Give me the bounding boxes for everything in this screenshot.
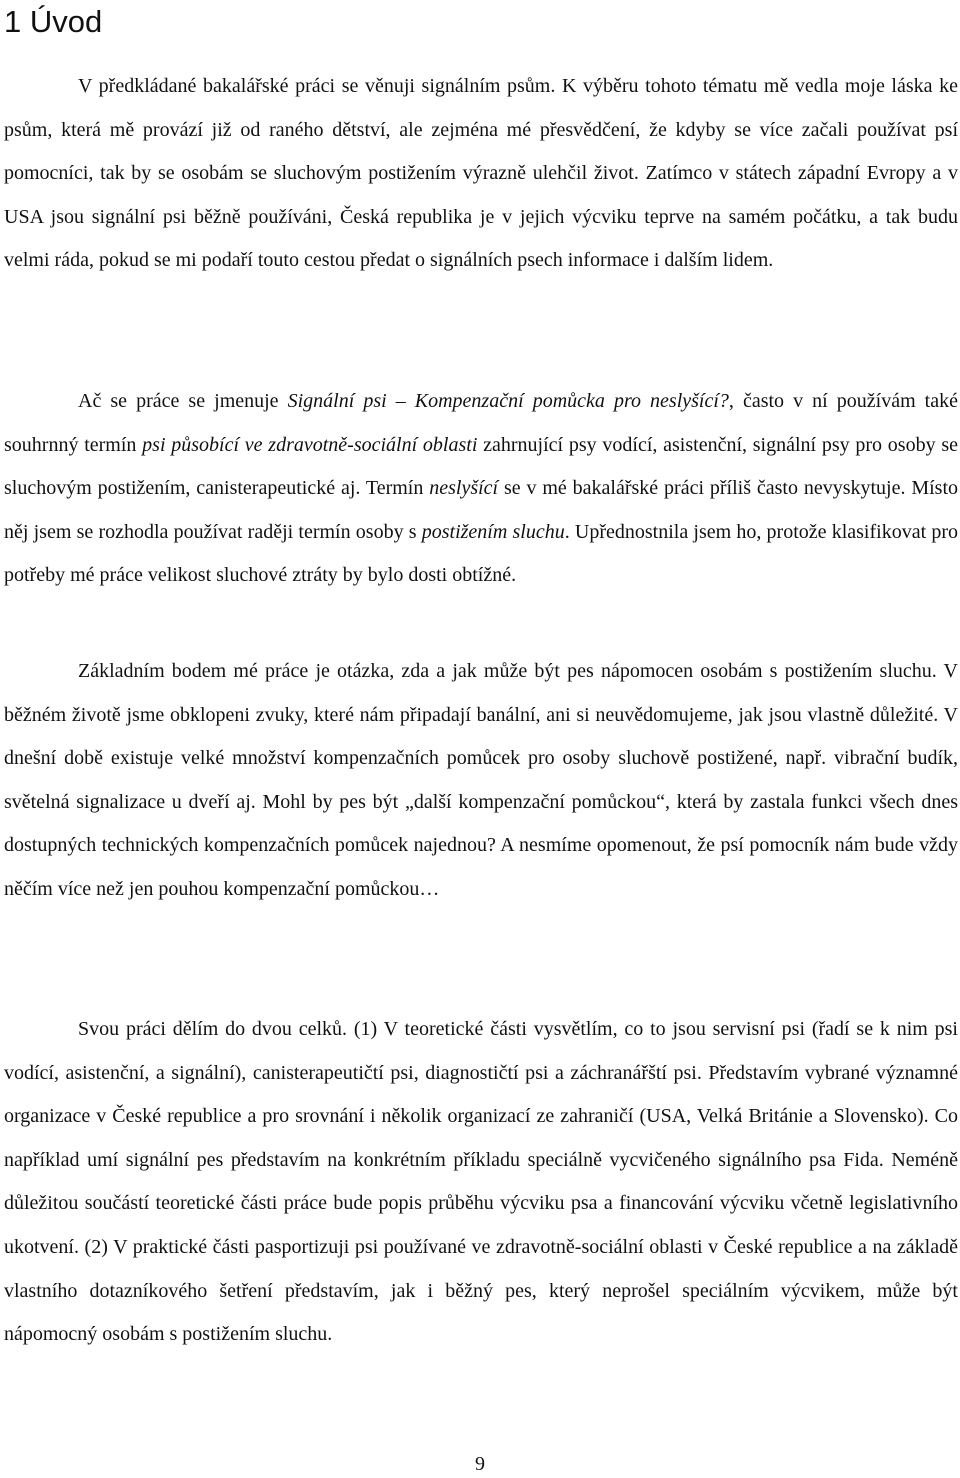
paragraph-terminology: [4, 380, 958, 598]
paragraph-main-question: Základním bodem mé práce je otázka, zda a jak může být pes nápomocen osobám s postižením sluchu. V běžném životě jsme obklopeni zvuky, které nám připadají banální, ani si neuvědomujeme, jak jsou vlastně důležité. V dnešní době existuje velké množství kompenzačních pomůcek pro osoby sluchově postižené, např. vibrační budík, světelná signalizace u dveří aj. Mohl by pes být „další kompenzační pomůckou“, která by zastala funkci všech dnes dostupných technických kompenzačních pomůcek najednou? A nesmíme opomenout, že psí pomocník nám bude vždy něčím více než jen pouhou kompenzační pomůckou…: [4, 660, 958, 900]
paragraph-structure: Svou práci dělím do dvou celků. (1) V teoretické části vysvětlím, co to jsou servisní psi (řadí se k nim psi vodící, asistenční, a signální), canisterapeutičtí psi, diagnostičtí psi a záchranářští psi. Představím vybrané významné organizace v České republice a pro srovnání i několik organizací ze zahraničí (USA, Velká Británie a Slovensko). Co například umí signální pes představím na konkrétním příkladu speciálně vycvičeného signálního psa Fida. Neméně důležitou součástí teoretické části práce bude popis průběhu výcviku psa a financování výcviku včetně legislativního ukotvení. (2) V praktické části pasportizuji psi používané ve zdravotně-sociální oblasti v České republice a na základě vlastního dotazníkového šetření představím, jak i běžný pes, který neprošel speciálním výcvikem, může být nápomocný osobám s postižením sluchu.: [4, 1018, 958, 1346]
paragraph-terminology-text-3: zahrnující psy vodící, asistenční, signální psy pro osoby se sluchovým postižením, canisterapeutické aj. Termín: [4, 433, 959, 500]
paragraph-intro: V předkládané bakalářské práci se věnuji signálním psům. K výběru tohoto tématu mě vedla moje láska ke psům, která mě provází již od raného dětství, ale zejména mé přesvědčení, že kdyby se více začali používat psí pomocníci, tak by se osobám se sluchovým postižením výrazně ulehčil život. Zatímco v státech západní Evropy a v USA jsou signální psi běžně používáni, Česká republika je v jejich výcviku teprve na samém počátku, a tak budu velmi ráda, pokud se mi podaří touto cestou předat o signálních psech informace i dalším lidem.: [4, 75, 958, 272]
term-italic-dogs: psi působící ve zdravotně-sociální oblasti: [142, 433, 478, 456]
paragraph-terminology-text-4: se v mé bakalářské práci příliš často nevyskytuje. Místo něj jsem se rozhodla používat raději termín osoby s: [4, 477, 959, 543]
term-italic-deaf: neslyšící: [429, 477, 499, 500]
thesis-title-italic: Signální psi – Kompenzační pomůcka pro neslyšící?: [287, 390, 729, 412]
paragraph-terminology-text-1: Ač se práce se jmenuje: [78, 390, 288, 412]
term-italic-hearing: postižením sluchu: [421, 520, 565, 543]
paragraph-terminology-text-5: . Upřednostnila jsem ho, protože klasifikovat pro potřeby mé práce velikost sluchové ztráty by bylo dosti obtížné.: [4, 520, 958, 587]
page-number: 9: [475, 1453, 485, 1475]
paragraph-terminology-text-2: , často v ní používám také souhrnný termín: [4, 390, 958, 456]
chapter-heading: 1 Úvod: [4, 4, 103, 39]
